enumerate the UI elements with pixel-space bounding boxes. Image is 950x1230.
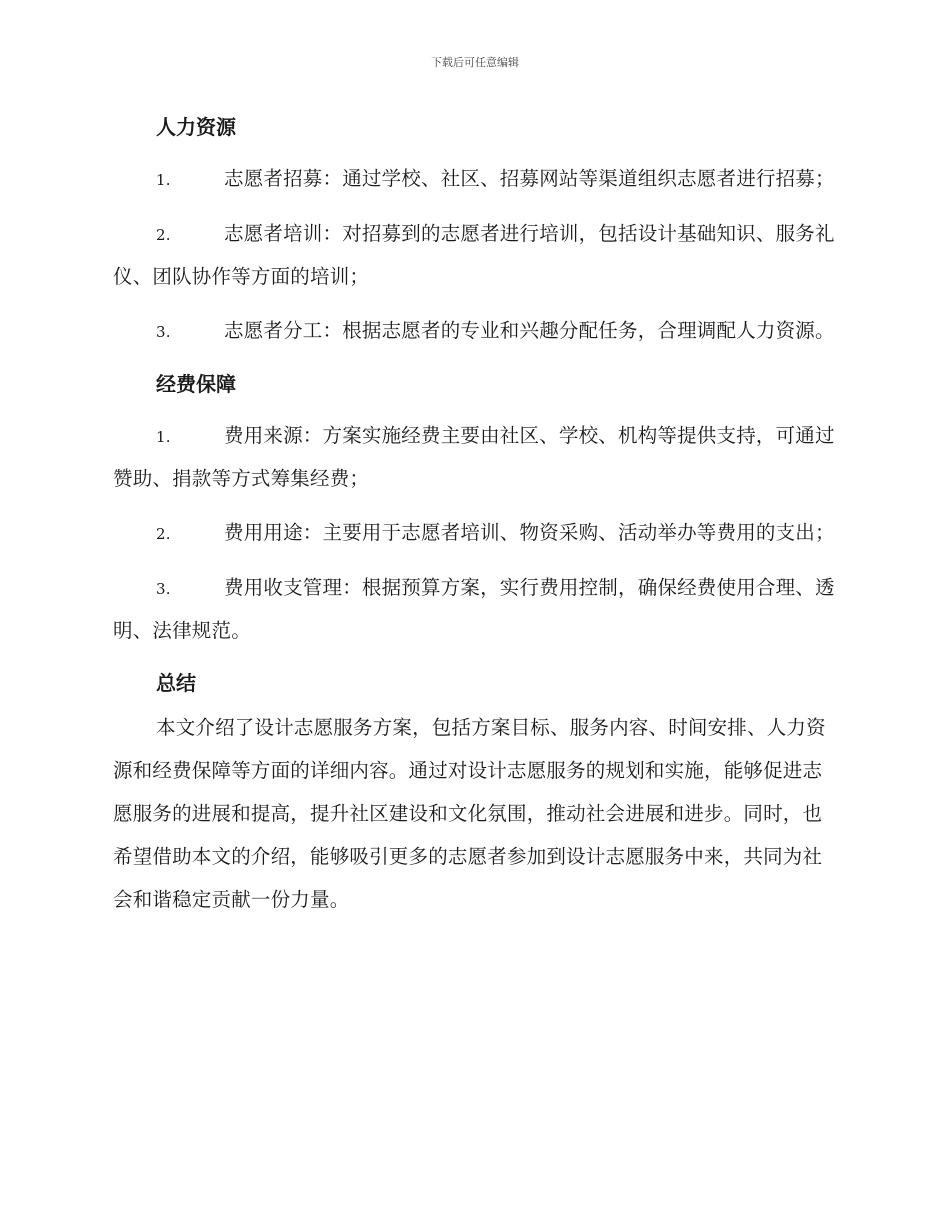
section-funding	[113, 365, 835, 652]
section-human-resources	[113, 108, 835, 353]
summary-paragraph: 本文介绍了设计志愿服务方案，包括方案目标、服务内容、时间安排、人力资源和经费保障等方面的详细内容。通过对设计志愿服务的规划和实施，能够促进志愿服务的进展和提高，提升社区建设和文化氛围，推动社会进展和进步。同时，也希望借助本文的介绍，能够吸引更多的志愿者参加到设计志愿服务中来，共同为社会和谐稳定贡献一份力量。	[113, 716, 826, 911]
list-item	[113, 512, 835, 555]
item-number: 1.	[156, 428, 171, 446]
list-item	[113, 213, 835, 298]
page-header: 下载后可任意编辑	[431, 56, 519, 69]
list-item	[113, 310, 835, 353]
item-number: 3.	[156, 580, 171, 598]
section-heading: 总结	[156, 671, 196, 695]
item-text: 志愿者招募：通过学校、社区、招募网站等渠道组织志愿者进行招募；	[224, 167, 835, 190]
section-summary	[113, 664, 835, 921]
item-number: 2.	[156, 226, 171, 244]
item-text: 费用收支管理：根据预算方案，实行费用控制，确保经费使用合理、透明、法律规范。	[113, 576, 835, 642]
section-heading: 人力资源	[156, 115, 236, 139]
item-text: 费用来源：方案实施经费主要由社区、学校、机构等提供支持，可通过赞助、捐款等方式筹集经费；	[113, 424, 835, 490]
item-number: 1.	[156, 171, 171, 189]
item-text: 志愿者分工：根据志愿者的专业和兴趣分配任务，合理调配人力资源。	[224, 319, 835, 342]
section-heading: 经费保障	[156, 372, 236, 396]
item-text: 志愿者培训：对招募到的志愿者进行培训，包括设计基础知识、服务礼仪、团队协作等方面的培训；	[113, 222, 835, 288]
list-item	[113, 415, 835, 500]
list-item	[113, 158, 835, 201]
item-number: 2.	[156, 525, 171, 543]
item-text: 费用用途：主要用于志愿者培训、物资采购、活动举办等费用的支出；	[224, 521, 835, 544]
list-item	[113, 567, 835, 652]
item-number: 3.	[156, 323, 171, 341]
document-body	[113, 108, 835, 927]
